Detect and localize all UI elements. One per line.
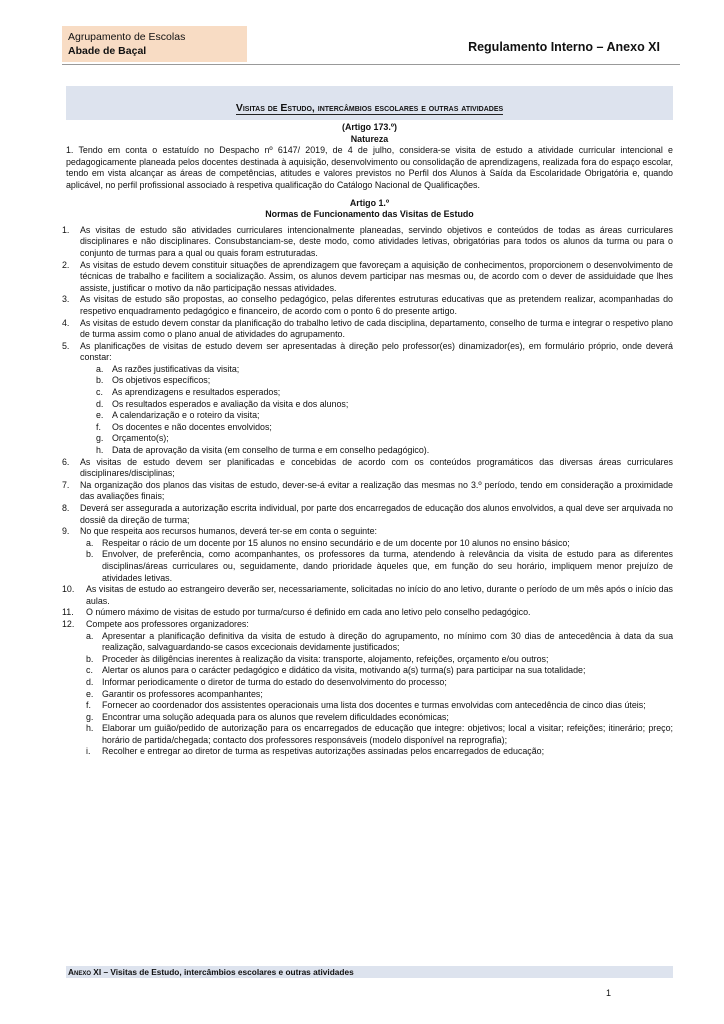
sub-item: a. Respeitar o rácio de um docente por 15 alunos no ensino secundário e de um docente por 10 alunos no ensino básico; xyxy=(86,537,570,548)
sub-item: b. Os objetivos específicos; xyxy=(96,375,211,386)
sub-item: f. Os docentes e não docentes envolvidos; xyxy=(96,421,272,432)
sub-item: e. A calendarização e o roteiro da visita; xyxy=(96,410,260,421)
article-1-heading: Artigo 1.º xyxy=(349,197,390,208)
list-item: 9. No que respeita aos recursos humanos, deverá ter-se em conta o seguinte: a. Respeitar o rácio de um docente por 15 alunos no ensino secundário e de um docente por 10 alunos no ensino básico; b. Envolver, de preferência, como acompanhantes, os professores da turma, atendendo à relevância da visita de estudo para as diferentes disciplinas/áreas curriculares ou, seguidamente, dando prioridade àqueles que, em função do seu horário, impliquem menor prejuízo de atividades letivas. xyxy=(62,526,673,583)
sub-item: c. Alertar os alunos para o carácter pedagógico e didático da visita, motivando a(s) turma(s) para participar na sua totalidade; xyxy=(86,665,586,676)
sub-item: g. Orçamento(s); xyxy=(96,433,169,444)
document-title: Regulamento Interno – Anexo XI xyxy=(468,40,660,54)
list-item: 2. As visitas de estudo devem constituir situações de aprendizagem que favoreçam a aquisição de conhecimentos, proporcionem o desenvolvimento de técnicas de trabalho e facilitem a socialização. Assim, os alunos devem participar nas mesmas ou, de acordo com o dever de assiduidade que lhes assiste, justificar o motivo da não participação nessas atividades. xyxy=(62,259,673,293)
sub-item: g. Encontrar uma solução adequada para os alunos que revelem dificuldades económicas; xyxy=(86,711,449,722)
sub-item: b. Envolver, de preferência, como acompanhantes, os professores da turma, atendendo à relevância da visita de estudo para as diferentes disciplinas/áreas curriculares ou, seguidamente, dando prioridade àqueles que, em função do seu horário, impliquem menor prejuízo de atividades letivas. xyxy=(86,549,673,583)
document-body xyxy=(62,122,673,758)
list-item: 4. As visitas de estudo devem constar da planificação do trabalho letivo de cada disciplina, departamento, conselho de turma e integrar o respetivo plano de turma assim como o plano anual de atividades do agrupamento. xyxy=(62,317,673,340)
school-header xyxy=(62,26,247,62)
page-number: 1 xyxy=(606,988,612,998)
sub-item: e. Garantir os professores acompanhantes; xyxy=(86,688,263,699)
footer-band xyxy=(66,966,673,978)
list-item: 1. As visitas de estudo são atividades curriculares intencionalmente planeadas, servindo objetivos e conteúdos de todas as áreas curriculares disciplinares e não disciplinares. Consubstanciam-se, deste modo, como atividades letivas, obrigatórias para todos os alunos da turma ou para o conjunto de turmas para a qual ou quais foram estruturadas. xyxy=(62,224,673,258)
sub-item: f. Fornecer ao coordenador dos assistentes operacionais uma lista dos docentes e turmas envolvidas com antecedência de cinco dias úteis; xyxy=(86,700,646,711)
list-item: 7. Na organização dos planos das visitas de estudo, dever-se-á evitar a realização das mesmas no 3.º período, tendo em consideração a proximidade das avaliações finais; xyxy=(62,479,673,502)
sub-item: h. Data de aprovação da visita (em conselho de turma e em conselho pedagógico). xyxy=(96,445,430,456)
sub-item: i. Recolher e entregar ao diretor de turma as respetivas autorizações assinadas pelos encarregados de educação; xyxy=(86,746,545,757)
school-line2: Abade de Baçal xyxy=(68,45,147,57)
sublist-item-5 xyxy=(80,364,673,457)
section-title: Visitas de Estudo, intercâmbios escolares e outras atividades xyxy=(235,102,504,114)
article-1-list xyxy=(62,224,673,758)
section-title-band xyxy=(66,86,673,120)
school-line1: Agrupamento de Escolas xyxy=(68,31,186,43)
sub-item: d. Os resultados esperados e avaliação da visita e dos alunos; xyxy=(96,398,349,409)
list-item: 5. As planificações de visitas de estudo devem ser apresentadas à direção pelo professor(es) dinamizador(es), em formulário próprio, onde deverá constar: a. As razões justificativas da visita; b. Os objetivos específicos; c. As aprendizagens e resultados esperados; d. Os resultados esperados e avaliação da visita e dos alunos; e. A calendarização e o roteiro da visita; f. Os docentes e não docentes envolvidos; g. Orçamento(s); h. Data de aprovação da visita (em conselho de turma e em conselho pedagógico). xyxy=(62,340,673,456)
sub-item: h. Elaborar um guião/pedido de autorização para os encarregados de educação que integre: objetivos; local a visitar; refeições; itinerário; preço; horário de partida/chegada; contacto dos professores responsáveis (modelo disponível na reprografia); xyxy=(86,723,673,745)
sub-item: a. As razões justificativas da visita; xyxy=(96,363,240,374)
sublist-item-12 xyxy=(86,631,673,759)
list-item: 3. As visitas de estudo são propostas, ao conselho pedagógico, pelas diferentes estruturas educativas que as pretendem realizar, acompanhadas do respetivo enquadramento pedagógico e financeiro, de acordo com o ponto 6 do presente artigo. xyxy=(62,294,673,316)
sub-item: c. As aprendizagens e resultados esperados; xyxy=(96,387,281,398)
sub-item: d. Informar periodicamente o diretor de turma do estado do desenvolvimento do processo; xyxy=(86,676,447,687)
list-item: 8. Deverá ser assegurada a autorização escrita individual, por parte dos encarregados de educação dos alunos envolvidos, a qual deve ser arquivada no dossiê da direção de turma; xyxy=(62,503,673,525)
header-divider xyxy=(62,64,680,65)
article-173-subheading: Natureza xyxy=(350,133,389,144)
list-item: 12. Compete aos professores organizadores: a. Apresentar a planificação definitiva da visita de estudo à direção do agrupamento, no mínimo com 30 dias de antecedência à data da sua realização, salvaguardando-se casos excecionais devidamente justificados; b. Proceder às diligências inerentes à realização da visita: transporte, alojamento, refeições, orçamento e/ou outros; c. Alertar os alunos para o carácter pedagógico e didático da visita, motivando a(s) turma(s) para participar na sua totalidade; d. Informar periodicamente o diretor de turma do estado do desenvolvimento do processo; e. Garantir os professores acompanhantes; f. Fornecer ao coordenador dos assistentes operacionais uma lista dos docentes e turmas envolvidas com antecedência de cinco dias úteis; g. Encontrar uma solução adequada para os alunos que revelem dificuldades económicas; h. Elaborar um guião/pedido de autorização para os encarregados de educação que integre: objetivos; local a visitar; refeições; itinerário; preço; horário de partida/chegada; contacto dos professores responsáveis (modelo disponível na reprografia); i. Recolher e entregar ao diretor de turma as respetivas autorizações assinadas pelos encarregados de educação; xyxy=(62,618,673,757)
sub-item: a. Apresentar a planificação definitiva da visita de estudo à direção do agrupamento, no mínimo com 30 dias de antecedência à data da sua realização, salvaguardando-se casos excecionais devidamente justificados; xyxy=(86,630,673,653)
sub-item: b. Proceder às diligências inerentes à realização da visita: transporte, alojamento, refeições, orçamento e/ou outros; xyxy=(86,653,549,664)
footer-text: – Visitas de Estudo, intercâmbios escolares e outras atividades xyxy=(101,967,354,977)
list-item: 6. As visitas de estudo devem ser planificadas e concebidas de acordo com os conteúdos programáticos das diversas áreas curriculares disciplinares/disciplinas; xyxy=(62,456,673,479)
sublist-item-9 xyxy=(80,538,673,584)
article-173-text: 1. Tendo em conta o estatuído no Despacho nº 6147/ 2019, de 4 de julho, considera-se visita de estudo a atividade curricular intencional e pedagogicamente planeada pelos docentes destinada à aquisição, desenvolvimento ou consolidação de aprendizagens, realizada fora do espaço escolar, tendo em vista alcançar as áreas de competências, atitudes e valores previstos no Perfil dos Alunos à Saída da Escolaridade Obrigatória e, quando aplicável, no perfil profissional associado à respetiva qualificação do Catálogo Nacional de Qualificações. xyxy=(66,145,673,190)
article-173-heading: (Artigo 173.º) xyxy=(341,122,398,132)
article-1-subheading: Normas de Funcionamento das Visitas de Estudo xyxy=(265,209,474,220)
list-item: 10. As visitas de estudo ao estrangeiro deverão ser, necessariamente, solicitadas no início do ano letivo, durante o período de um mês após o início das aulas. xyxy=(62,584,673,606)
footer-label: Anexo XI xyxy=(68,967,102,977)
list-item: 11. O número máximo de visitas de estudo por turma/curso é definido em cada ano letivo pelo conselho pedagógico. xyxy=(62,607,531,618)
